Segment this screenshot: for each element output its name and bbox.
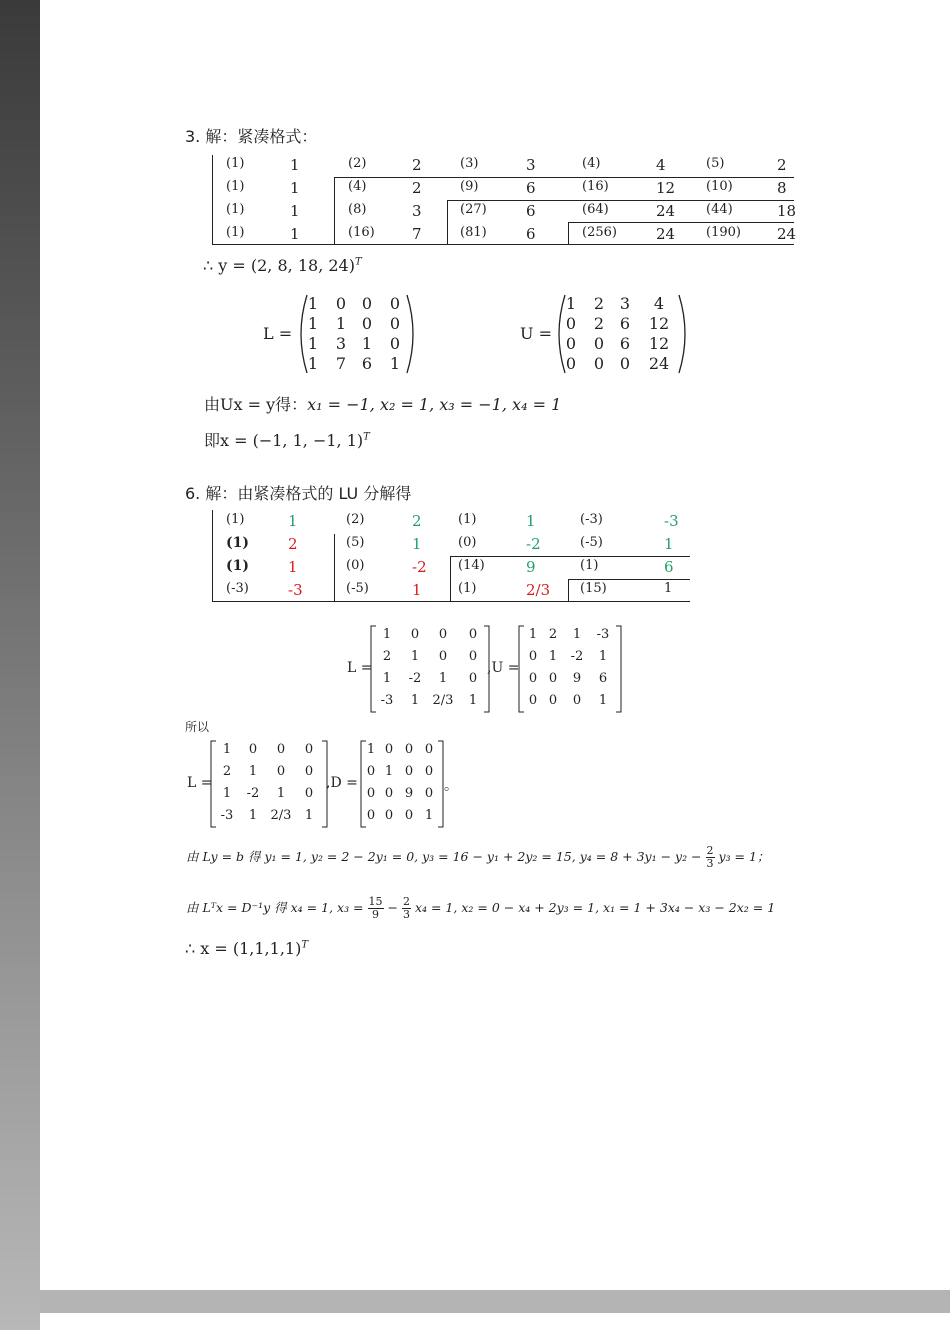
matrix-entry: 1: [382, 627, 392, 642]
table-cell: 2/3: [526, 581, 551, 599]
matrix-entry: 0: [593, 334, 605, 353]
matrix-entry: 1: [565, 294, 577, 313]
table-cell: (1): [226, 225, 245, 240]
matrix-entry: -2: [246, 786, 260, 801]
matrix-entry: 0: [389, 294, 401, 313]
table-cell: (1): [226, 156, 245, 171]
matrix-entry: 2: [548, 627, 558, 642]
table-cell: 24: [656, 202, 676, 220]
matrix-entry: 0: [565, 354, 577, 373]
fraction: $\frac{15}{9}$: [368, 895, 383, 921]
matrix-entry: 1: [410, 693, 420, 708]
matrix-entry: 1: [276, 786, 286, 801]
table-cell: (256): [582, 225, 617, 240]
matrix-entry: 9: [404, 786, 414, 801]
table-cell: (1): [226, 179, 245, 194]
table-cell: 18: [777, 202, 797, 220]
matrix-entry: 0: [384, 808, 394, 823]
ly-b-equation: 由 Ly = b 得 y₁ = 1, y₂ = 2 − 2y₁ = 0, y₃ = 16 − y₁ + 2y₂ = 15, y₄ = 8 + 3y₁ − y₂ − $\frac{2}{3}$ y₃ = 1；: [186, 844, 770, 870]
matrix-entry: 0: [438, 649, 448, 664]
matrix-entry: 1: [598, 649, 608, 664]
table-cell: 6: [526, 202, 536, 220]
matrix-entry: 4: [653, 294, 665, 313]
matrix-entry: 1: [528, 627, 538, 642]
table-cell: 24: [777, 225, 797, 243]
matrix-entry: 1: [307, 314, 319, 333]
matrix-entry: 0: [389, 314, 401, 333]
table-cell: (44): [706, 202, 733, 217]
matrix-entry: -3: [596, 627, 610, 642]
matrix-entry: -3: [380, 693, 394, 708]
table-cell: 9: [526, 558, 536, 576]
matrix-entry: 0: [304, 786, 314, 801]
matrix-entry: 2: [382, 649, 392, 664]
table-cell: (5): [346, 535, 365, 550]
d-matrix-label: ,D =: [326, 775, 358, 791]
table-cell: (4): [582, 156, 601, 171]
matrix-entry: 6: [619, 314, 631, 333]
matrix-entry: 0: [276, 764, 286, 779]
ltx-equation: 由 Lᵀx = D⁻¹y 得 x₄ = 1, x₃ = $\frac{15}{9}$ − $\frac{2}{3}$ x₄ = 1, x₂ = 0 − x₄ + 2y₃ = 1, x₁ = 1 + 3x₄ − x₃ − 2x₂ = 1: [186, 895, 776, 921]
y-vector-line: ∴ y = (2, 8, 18, 24)$^T$: [203, 256, 362, 275]
fraction: $\frac{2}{3}$: [402, 895, 410, 921]
table-cell: (1): [580, 558, 599, 573]
matrix-entry: 2: [222, 764, 232, 779]
problem-6-heading: 6. 解：由紧凑格式的 LU 分解得: [185, 484, 412, 503]
table-cell: (0): [346, 558, 365, 573]
table-cell: 24: [656, 225, 676, 243]
matrix-entry: 0: [424, 786, 434, 801]
table-cell: (-5): [346, 581, 369, 596]
table-cell: 1: [412, 581, 422, 599]
matrix-entry: 0: [410, 627, 420, 642]
matrix-entry: 0: [528, 671, 538, 686]
table-cell: (81): [460, 225, 487, 240]
matrix-entry: 0: [548, 693, 558, 708]
matrix-entry: 0: [619, 354, 631, 373]
matrix-entry: 1: [598, 693, 608, 708]
table-cell: (15): [580, 581, 607, 596]
matrix-entry: 2/3: [432, 693, 454, 708]
matrix-entry: 6: [361, 354, 373, 373]
table-cell: 1: [664, 581, 673, 596]
matrix-entry: 0: [304, 764, 314, 779]
table-cell: -2: [526, 535, 541, 553]
problem-6-compact-table: [212, 508, 690, 604]
matrix-entry: 0: [404, 808, 414, 823]
u-matrix-label-2: ,U =: [487, 660, 520, 676]
matrix-entry: 0: [528, 649, 538, 664]
matrix-entry: 0: [593, 354, 605, 373]
matrix-entry: 1: [382, 671, 392, 686]
table-cell: (64): [582, 202, 609, 217]
table-cell: 6: [526, 179, 536, 197]
matrix-entry: 0: [384, 742, 394, 757]
matrix-entry: 0: [366, 808, 376, 823]
table-cell: (16): [348, 225, 375, 240]
d-matrix-end: 。: [444, 778, 458, 794]
matrix-entry: 1: [424, 808, 434, 823]
table-cell: (9): [460, 179, 479, 194]
matrix-entry: 3: [335, 334, 347, 353]
matrix-entry: 1: [222, 786, 232, 801]
matrix-entry: 3: [619, 294, 631, 313]
table-cell: 1: [290, 202, 300, 220]
matrix-entry: 0: [276, 742, 286, 757]
matrix-entry: 0: [304, 742, 314, 757]
table-cell: 1: [288, 558, 298, 576]
matrix-entry: 1: [548, 649, 558, 664]
u-matrix: [555, 293, 689, 375]
matrix-entry: 0: [438, 627, 448, 642]
table-cell: 2: [412, 512, 422, 530]
matrix-entry: 7: [335, 354, 347, 373]
matrix-entry: 1: [307, 294, 319, 313]
matrix-entry: 0: [468, 627, 478, 642]
table-cell: (-5): [580, 535, 603, 550]
problem-3-compact-table: [212, 150, 797, 246]
table-cell: (-3): [226, 581, 249, 596]
table-cell: 1: [526, 512, 536, 530]
matrix-entry: 12: [648, 314, 670, 333]
l2-matrix-bracket: [210, 740, 328, 828]
table-cell: (1): [458, 581, 477, 596]
table-cell: 1: [290, 179, 300, 197]
matrix-entry: 0: [389, 334, 401, 353]
matrix-entry: 2/3: [270, 808, 292, 823]
l-matrix-label-2: L =: [347, 660, 373, 676]
matrix-entry: 6: [598, 671, 608, 686]
matrix-entry: 0: [468, 649, 478, 664]
ux-solution-line: 由Ux = y得：x₁ = −1, x₂ = 1, x₃ = −1, x₄ = 1: [204, 395, 562, 414]
document-page: [40, 0, 950, 1290]
table-cell: (1): [458, 512, 477, 527]
table-cell: -2: [412, 558, 427, 576]
matrix-entry: 1: [389, 354, 401, 373]
next-page-edge: [40, 1313, 950, 1330]
table-cell: -3: [288, 581, 303, 599]
matrix-entry: 0: [361, 314, 373, 333]
u-matrix-bracket: [518, 625, 622, 713]
table-cell: (4): [348, 179, 367, 194]
matrix-entry: 0: [366, 764, 376, 779]
table-cell: 1: [288, 512, 298, 530]
problem-3-heading: 3. 解：紧凑格式：: [185, 127, 318, 146]
table-cell: 1: [290, 156, 300, 174]
table-cell: (0): [458, 535, 477, 550]
table-cell: (27): [460, 202, 487, 217]
table-cell: (-3): [580, 512, 603, 527]
table-cell: (16): [582, 179, 609, 194]
matrix-entry: 1: [304, 808, 314, 823]
left-gutter: [0, 0, 40, 1330]
matrix-entry: 0: [548, 671, 558, 686]
table-cell: (10): [706, 179, 733, 194]
table-cell: (1): [226, 512, 245, 527]
matrix-entry: 1: [361, 334, 373, 353]
matrix-entry: -2: [570, 649, 584, 664]
matrix-entry: 2: [593, 314, 605, 333]
matrix-entry: -2: [408, 671, 422, 686]
matrix-entry: 1: [307, 334, 319, 353]
table-cell: (8): [348, 202, 367, 217]
table-cell: (1): [226, 558, 249, 574]
table-cell: 2: [777, 156, 787, 174]
d-matrix-bracket: [360, 740, 444, 828]
matrix-entry: 12: [648, 334, 670, 353]
matrix-entry: 0: [424, 764, 434, 779]
table-cell: (2): [348, 156, 367, 171]
table-cell: (190): [706, 225, 741, 240]
matrix-entry: 1: [335, 314, 347, 333]
table-cell: 3: [526, 156, 536, 174]
l-matrix: [297, 293, 417, 375]
table-cell: (1): [226, 535, 249, 551]
suoyi-label: 所以: [185, 720, 210, 734]
u-matrix-label: U =: [520, 324, 552, 343]
matrix-entry: 0: [248, 742, 258, 757]
matrix-entry: 1: [384, 764, 394, 779]
matrix-entry: 0: [565, 314, 577, 333]
table-cell: 8: [777, 179, 787, 197]
table-cell: 2: [288, 535, 298, 553]
table-cell: 1: [412, 535, 422, 553]
x-vector-line: 即x = (−1, 1, −1, 1)$^T$: [204, 431, 370, 450]
matrix-entry: 0: [528, 693, 538, 708]
matrix-entry: 2: [593, 294, 605, 313]
matrix-entry: 1: [438, 671, 448, 686]
matrix-entry: 1: [222, 742, 232, 757]
table-cell: 6: [664, 558, 674, 576]
matrix-entry: 6: [619, 334, 631, 353]
matrix-entry: -3: [220, 808, 234, 823]
matrix-entry: 0: [361, 294, 373, 313]
l-matrix-bracket: [370, 625, 490, 713]
matrix-entry: 24: [648, 354, 670, 373]
table-cell: 12: [656, 179, 676, 197]
matrix-entry: 0: [468, 671, 478, 686]
matrix-entry: 0: [424, 742, 434, 757]
matrix-entry: 1: [410, 649, 420, 664]
table-cell: 1: [664, 535, 674, 553]
table-cell: (1): [226, 202, 245, 217]
l-matrix-label: L =: [263, 324, 293, 343]
matrix-entry: 0: [404, 742, 414, 757]
matrix-entry: 1: [248, 808, 258, 823]
matrix-entry: 0: [335, 294, 347, 313]
table-cell: 2: [412, 179, 422, 197]
matrix-entry: 1: [366, 742, 376, 757]
table-cell: (2): [346, 512, 365, 527]
l2-matrix-label: L =: [187, 775, 213, 791]
matrix-entry: 1: [572, 627, 582, 642]
table-cell: 7: [412, 225, 422, 243]
fraction: $\frac{2}{3}$: [706, 844, 714, 870]
matrix-entry: 0: [404, 764, 414, 779]
table-cell: (3): [460, 156, 479, 171]
table-cell: 3: [412, 202, 422, 220]
table-cell: (14): [458, 558, 485, 573]
matrix-entry: 0: [384, 786, 394, 801]
table-cell: 6: [526, 225, 536, 243]
matrix-entry: 1: [248, 764, 258, 779]
table-cell: (5): [706, 156, 725, 171]
table-cell: 1: [290, 225, 300, 243]
table-cell: 2: [412, 156, 422, 174]
table-cell: 4: [656, 156, 666, 174]
matrix-entry: 9: [572, 671, 582, 686]
matrix-entry: 0: [565, 334, 577, 353]
matrix-entry: 1: [307, 354, 319, 373]
matrix-entry: 0: [366, 786, 376, 801]
matrix-entry: 0: [572, 693, 582, 708]
matrix-entry: 1: [468, 693, 478, 708]
final-solution: ∴ $x = (1,1,1,1)^T$: [185, 939, 308, 958]
table-cell: -3: [664, 512, 679, 530]
